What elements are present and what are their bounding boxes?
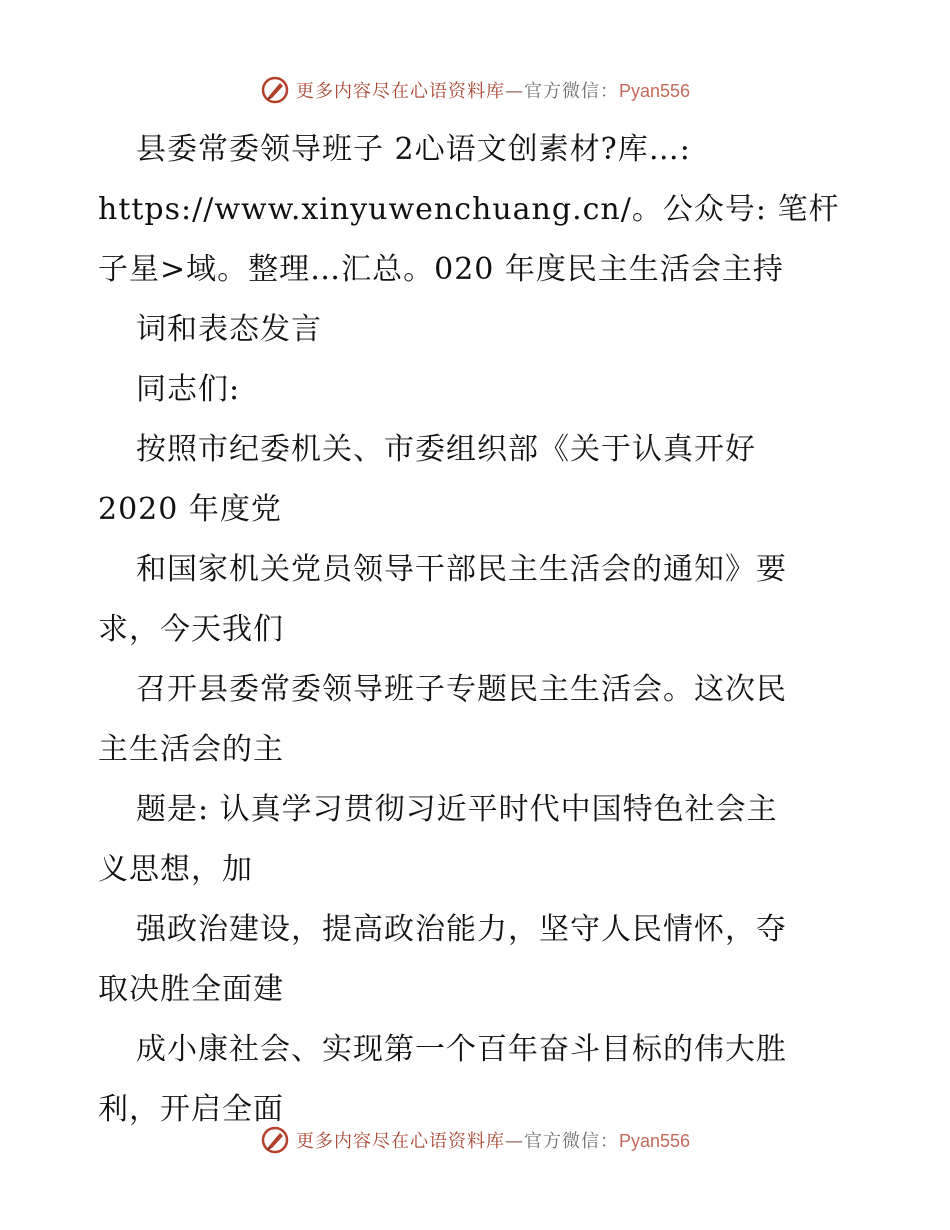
watermark-dash: —	[504, 81, 524, 102]
text-line: 强政治建设，提高政治能力，坚守人民情怀，夺	[136, 912, 787, 947]
footer-watermark-text	[296, 1127, 690, 1153]
watermark-wechat-label: 官方微信：	[523, 1131, 619, 1152]
document-body	[98, 120, 858, 1140]
text-line: 子星>域。整理…汇总。020 年度民主生活会主持	[98, 252, 784, 287]
text-line: 利，开启全面	[98, 1092, 284, 1127]
text-line: 求，今天我们	[98, 612, 284, 647]
watermark-wechat-id: Pyan556	[618, 81, 691, 101]
header-watermark-text	[296, 77, 690, 103]
pen-logo-icon	[260, 75, 290, 105]
watermark-dash: —	[504, 1131, 524, 1152]
text-line: 主生活会的主	[98, 732, 284, 767]
text-line: 义思想，加	[98, 852, 253, 887]
header-watermark	[0, 70, 950, 110]
watermark-wechat-id: Pyan556	[618, 1131, 691, 1151]
footer-watermark	[0, 1120, 950, 1160]
text-line: 题是: 认真学习贯彻习近平时代中国特色社会主	[136, 792, 778, 827]
text-line: 召开县委常委领导班子专题民主生活会。这次民	[136, 672, 787, 707]
text-line: 2020 年度党	[98, 492, 282, 527]
pen-logo-icon	[260, 1125, 290, 1155]
text-line: 成小康社会、实现第一个百年奋斗目标的伟大胜	[136, 1032, 787, 1067]
text-line: 和国家机关党员领导干部民主生活会的通知》要	[136, 552, 787, 587]
watermark-wechat-label: 官方微信：	[523, 81, 619, 102]
text-line: 取决胜全面建	[98, 972, 284, 1007]
watermark-main-text: 更多内容尽在心语资料库	[295, 81, 505, 102]
text-line: 同志们:	[136, 372, 241, 407]
text-line: 按照市纪委机关、市委组织部《关于认真开好	[136, 432, 756, 467]
text-line: https://www.xinyuwenchuang.cn/。公众号: 笔杆	[98, 192, 840, 227]
text-line: 县委常委领导班子 2心语文创素材?库…:	[136, 132, 691, 167]
text-line: 词和表态发言	[136, 312, 322, 347]
watermark-main-text: 更多内容尽在心语资料库	[295, 1131, 505, 1152]
